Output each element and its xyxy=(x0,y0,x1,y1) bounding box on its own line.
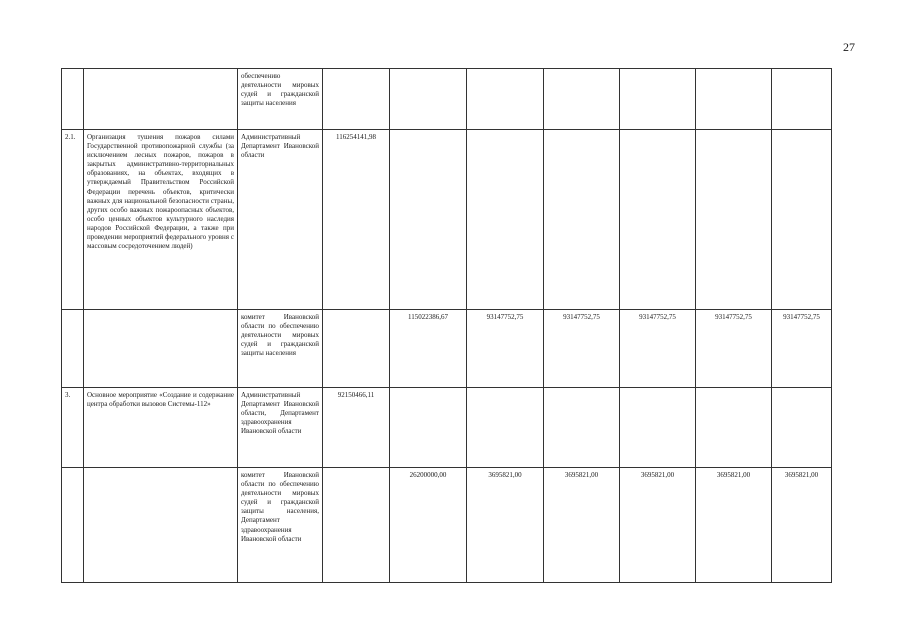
executor-cell: Административный Департамент Ивановской области xyxy=(238,130,323,310)
value-cell xyxy=(467,130,544,310)
value-cell: 93147752,75 xyxy=(544,310,620,388)
value-cell xyxy=(544,130,620,310)
table-row xyxy=(62,69,832,130)
value-cell xyxy=(544,388,620,468)
value-cell xyxy=(620,388,696,468)
row-index-cell: 3. xyxy=(62,388,84,468)
value-cell: 3695821,00 xyxy=(696,468,772,583)
executor-cell: комитет Ивановской области по обеспечению деятельности мировых судей и гражданской защиты населения, Департамент здравоохранения Ивановской области xyxy=(238,468,323,583)
value-cell xyxy=(390,388,467,468)
value-cell xyxy=(467,388,544,468)
value-cell xyxy=(696,130,772,310)
row-index-cell: 2.1. xyxy=(62,130,84,310)
row-index-cell xyxy=(62,310,84,388)
amount-total-cell xyxy=(323,310,390,388)
value-cell: 93147752,75 xyxy=(620,310,696,388)
value-cell xyxy=(620,69,696,130)
value-cell xyxy=(696,388,772,468)
budget-table xyxy=(61,68,832,583)
table-row xyxy=(62,468,832,583)
executor-cell: Административный Департамент Ивановской области, Департамент здравоохранения Ивановской области xyxy=(238,388,323,468)
value-cell xyxy=(467,69,544,130)
executor-cell: комитет Ивановской области по обеспечению деятельности мировых судей и гражданской защиты населения xyxy=(238,310,323,388)
value-cell xyxy=(772,69,832,130)
table-row xyxy=(62,388,832,468)
amount-total-cell: 92150466,11 xyxy=(323,388,390,468)
executor-cell: обеспечению деятельности мировых судей и гражданской защиты населения xyxy=(238,69,323,130)
table-row xyxy=(62,130,832,310)
value-cell xyxy=(772,130,832,310)
value-cell: 3695821,00 xyxy=(772,468,832,583)
amount-total-cell: 116254141,98 xyxy=(323,130,390,310)
activity-cell xyxy=(84,310,238,388)
activity-cell: Организация тушения пожаров силами Государственной противопожарной службы (за исключением лесных пожаров, пожаров в закрытых административно-территориальных образованиях, на объектах, входящих в утверждаемый Правительством Российской Федерации перечень объектов, критически важных для национальной безопасности страны, других особо важных пожароопасных объектов, особо ценных объектов культурного наследия народов Российской Федерации, а также при проведении мероприятий федерального уровня с массовым сосредоточением людей) xyxy=(84,130,238,310)
row-index-cell xyxy=(62,468,84,583)
page-number: 27 xyxy=(843,40,855,54)
value-cell: 115022386,67 xyxy=(390,310,467,388)
value-cell xyxy=(772,388,832,468)
value-cell: 26200000,00 xyxy=(390,468,467,583)
amount-total-cell xyxy=(323,468,390,583)
row-index-cell xyxy=(62,69,84,130)
value-cell: 3695821,00 xyxy=(544,468,620,583)
value-cell: 93147752,75 xyxy=(772,310,832,388)
value-cell: 3695821,00 xyxy=(467,468,544,583)
value-cell xyxy=(696,69,772,130)
activity-cell: Основное мероприятие «Создание и содержание центра обработки вызовов Системы-112» xyxy=(84,388,238,468)
amount-total-cell xyxy=(323,69,390,130)
value-cell: 3695821,00 xyxy=(620,468,696,583)
activity-cell xyxy=(84,69,238,130)
value-cell: 93147752,75 xyxy=(467,310,544,388)
activity-cell xyxy=(84,468,238,583)
value-cell: 93147752,75 xyxy=(696,310,772,388)
value-cell xyxy=(544,69,620,130)
value-cell xyxy=(390,130,467,310)
value-cell xyxy=(620,130,696,310)
table-row xyxy=(62,310,832,388)
value-cell xyxy=(390,69,467,130)
